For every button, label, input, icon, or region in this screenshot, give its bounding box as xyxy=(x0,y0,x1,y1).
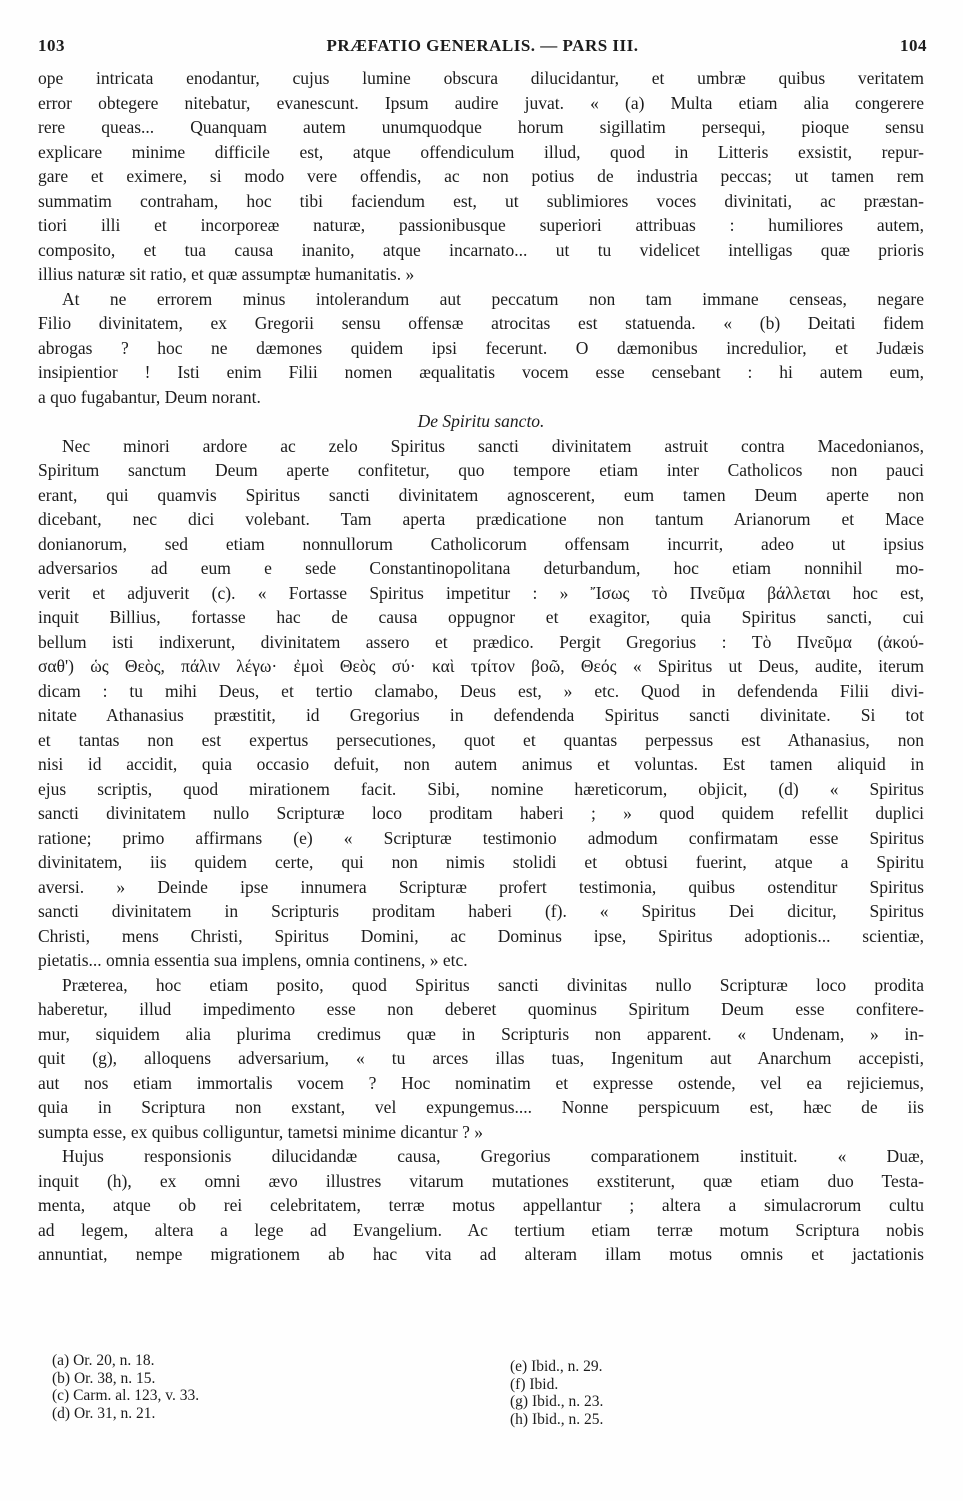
text-line: nitate Athanasius præstitit, id Gregorius in defendenda Spiritus sancti divinitate. Si tot xyxy=(38,705,924,725)
text-line: Christi, mens Christi, Spiritus Domini, ac Dominus ipse, Spiritus adoptionis... scientiæ, xyxy=(38,925,924,946)
footnote: (e) Ibid., n. 29. xyxy=(510,1358,603,1375)
text-line: haberetur, illud impedimento esse non deberet quominus Spiritum Deum esse confitere- xyxy=(38,999,924,1019)
text-line: abrogas ? hoc ne dæmones quidem ipsi fecerunt. O dæmonibus incredulior, et Judæis xyxy=(38,337,924,358)
text-line: ejus scriptis, quod mirationem facit. Sibi, nomine hæreticorum, objicit, (d) « Spiritus xyxy=(38,778,924,799)
text-line: verit et adjuverit (c). « Fortasse Spiritus impetitur : » Ἴσως τὸ Πνεῦμα βάλλεται hoc est, xyxy=(38,582,924,603)
text-line: et tantas non est expertus persecutiones, quot et quantas perpessus est Athanasius, non xyxy=(38,729,924,750)
text-line: sumpta esse, ex quibus colliguntur, tametsi minime dicantur ? » xyxy=(38,1121,483,1142)
text-line: Filio divinitatem, ex Gregorii sensu offensæ atrocitas est statuenda. « (b) Deitati fidem xyxy=(38,313,924,333)
page-number-right: 104 xyxy=(900,36,927,55)
text-line: nisi id accidit, quia occasio defuit, non autem animus et voluntas. Est tamen aliquid in xyxy=(38,754,924,774)
running-head xyxy=(38,36,927,58)
text-line: summatim contraham, hoc tibi faciendum est, ut sublimiores voces divinitati, ac præstan- xyxy=(38,190,924,211)
text-line: Præterea, hoc etiam posito, quod Spiritus sancti divinitas nullo Scripturæ loco prodita xyxy=(62,974,924,995)
footnote: (b) Or. 38, n. 15. xyxy=(52,1369,156,1387)
text-line: rere queas... Quanquam autem unumquodque horum sigillatim persequi, pioque sensu xyxy=(38,117,924,137)
footnote: (a) Or. 20, n. 18. xyxy=(52,1352,155,1369)
text-line: ratione; primo affirmans (e) « Scripturæ testimonio admodum confirmatam esse Spiritus xyxy=(38,827,924,848)
text-line: divinitatem, iis quidem certe, qui non nimis stolidi et obtusi fuerint, atque a Spiritu xyxy=(38,852,924,872)
text-line: error obtegere nitebatur, evanescunt. Ipsum audire juvat. « (a) Multa etiam alia congerere xyxy=(38,92,924,113)
text-line: composito, et tua causa inanito, atque incarnato... ut tu videlicet intelligas quæ prioris xyxy=(38,239,924,260)
text-line: explicare minime difficile est, atque offendiculum illud, quod in Litteris exsistit, repur- xyxy=(38,141,924,162)
text-line: sancti divinitatem in Scripturis proditam haberi (f). « Spiritus Dei dicitur, Spiritus xyxy=(38,901,924,921)
text-line: aversi. » Deinde ipse innumera Scripturæ profert testimonia, quibus ostenditur Spiritus xyxy=(38,876,924,897)
section-heading: De Spiritu sancto. xyxy=(417,411,545,431)
text-line: Nec minori ardore ac zelo Spiritus sancti divinitatem astruit contra Macedonianos, xyxy=(62,435,924,456)
text-line: ope intricata enodantur, cujus lumine obscura dilucidantur, et umbræ quibus veritatem xyxy=(38,68,924,88)
body-text xyxy=(38,66,924,1267)
text-line: dicebant, nec dici volebant. Tam aperta prædicatione non tantum Arianorum et Mace xyxy=(38,509,924,529)
text-line: mur, siquidem alia plurima credimus quæ in Scripturis non apparent. « Undenam, » in- xyxy=(38,1023,924,1044)
footnotes-left-column xyxy=(52,1352,199,1422)
footnotes-right-column xyxy=(510,1358,603,1428)
text-line: Hujus responsionis dilucidandæ causa, Gregorius comparationem instituit. « Duæ, xyxy=(62,1146,924,1166)
text-line: pietatis... omnia essentia sua implens, omnia continens, » etc. xyxy=(38,950,468,970)
text-line: inquit (h), ex omni ævo illustres vitarum mutationes exstiterunt, quæ etiam duo Testa- xyxy=(38,1170,924,1191)
text-line: adversarios ad eum e sede Constantinopolitana deturbandum, hoc etiam nonnihil mo- xyxy=(38,558,924,578)
text-line: quit (g), alloquens adversarium, « tu arces illas tuas, Ingenitum aut Anarchum accepisti, xyxy=(38,1048,924,1068)
footnote: (g) Ibid., n. 23. xyxy=(510,1393,604,1411)
text-line: tiori illi et incorporeæ naturæ, passionibusque superiori attribuas : humiliores autem, xyxy=(38,215,924,235)
text-line: insipientior ! Isti enim Filii nomen æqualitatis vocem esse censebant : hi autem eum, xyxy=(38,362,924,382)
text-line: donianorum, sed etiam nonnullorum Catholicorum offensam incurrit, adeo ut ipsius xyxy=(38,533,924,554)
text-line: dicam : tu mihi Deus, et tertio clamabo, Deus est, » etc. Quod in defendenda Filii divi- xyxy=(38,680,924,701)
footnote: (c) Carm. al. 123, v. 33. xyxy=(52,1387,200,1405)
page-number-left: 103 xyxy=(38,36,65,55)
running-title: PRÆFATIO GENERALIS. — PARS III. xyxy=(326,36,639,55)
text-line: sancti divinitatem nullo Scripturæ loco proditam haberi ; » quod quidem refellit duplici xyxy=(38,803,924,823)
text-line: menta, atque ob rei celebritatem, terræ motus appellantur ; altera a simulacrorum cultu xyxy=(38,1195,924,1215)
text-line: ad legem, altera a lege ad Evangelium. Ac tertium etiam terræ motum Scriptura nobis xyxy=(38,1219,924,1240)
footnote: (d) Or. 31, n. 21. xyxy=(52,1404,156,1422)
footnote: (f) Ibid. xyxy=(510,1375,559,1393)
text-line: gare et eximere, si modo vere offendis, ac non potius de industria peccas; ut tamen rem xyxy=(38,166,924,186)
text-line: inquit Billius, fortasse hac de causa oppugnor et exagitor, quia Spiritus sancti, cui xyxy=(38,607,924,627)
text-line: aut nos etiam immortalis vocem ? Hoc nominatim et expresse ostende, vel ea rejiciemus, xyxy=(38,1072,924,1093)
text-line: annuntiat, nempe migrationem ab hac vita ad alteram illam motus omnis et jactationis xyxy=(38,1244,924,1264)
text-line: σαθ') ὡς Θεὸς, πάλιν λέγω· ἐμοὶ Θεὸς σύ· καὶ τρίτον βοῶ, Θεός « Spiritus ut Deus, audite, iterum xyxy=(38,656,924,676)
text-line: At ne errorem minus intolerandum aut peccatum non tam immane censeas, negare xyxy=(62,288,924,309)
text-line: Spiritum sanctum Deum aperte confitetur, quo tempore etiam inter Catholicos non pauci xyxy=(38,460,924,480)
text-line: a quo fugabantur, Deum norant. xyxy=(38,386,261,407)
text-line: quia in Scriptura non exstant, vel expungemus.... Nonne perspicuum est, hæc de iis xyxy=(38,1097,924,1117)
text-line: bellum isti indixerunt, divinitatem assero et prædico. Pergit Gregorius : Τὸ Πνεῦμα (ἀκού- xyxy=(38,631,924,652)
text-line: erant, qui quamvis Spiritus sancti divinitatem agnoscerent, eum tamen Deum aperte non xyxy=(38,484,924,505)
text-line: illius naturæ sit ratio, et quæ assumptæ humanitatis. » xyxy=(38,264,415,284)
footnote: (h) Ibid., n. 25. xyxy=(510,1410,604,1428)
